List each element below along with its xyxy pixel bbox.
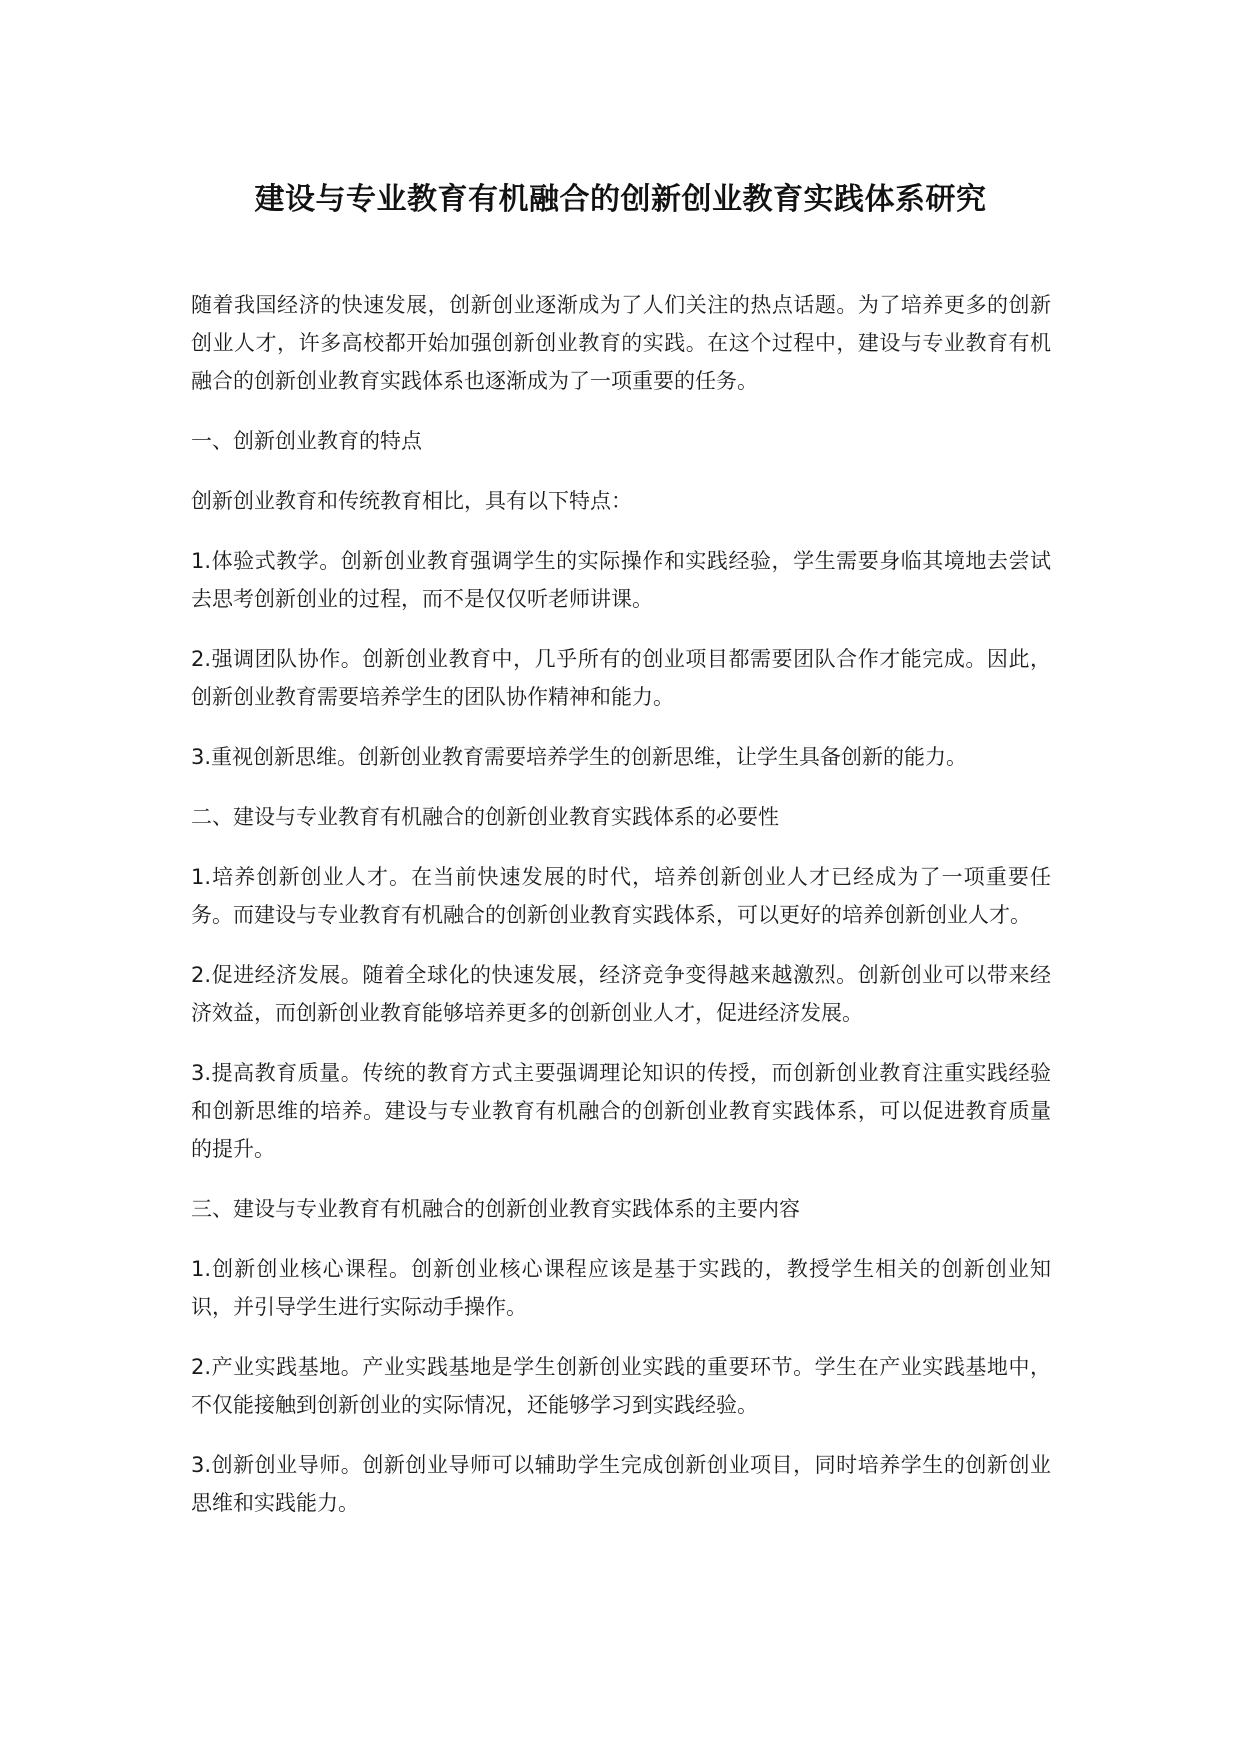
document-body (191, 286, 1051, 1544)
list-item: 2.产业实践基地。产业实践基地是学生创新创业实践的重要环节。学生在产业实践基地中，不仅能接触到创新创业的实际情况，还能够学习到实践经验。 (191, 1355, 1051, 1417)
list-item: 3.提高教育质量。传统的教育方式主要强调理论知识的传授，而创新创业教育注重实践经验和创新思维的培养。建设与专业教育有机融合的创新创业教育实践体系，可以促进教育质量的提升。 (191, 1061, 1051, 1161)
list-item: 3.重视创新思维。创新创业教育需要培养学生的创新思维，让学生具备创新的能力。 (191, 745, 968, 769)
section-heading-1: 一、创新创业教育的特点 (191, 429, 422, 453)
list-item: 1.创新创业核心课程。创新创业核心课程应该是基于实践的，教授学生相关的创新创业知识，并引导学生进行实际动手操作。 (191, 1257, 1051, 1319)
section-heading-3: 三、建设与专业教育有机融合的创新创业教育实践体系的主要内容 (191, 1197, 800, 1221)
list-item: 3.创新创业导师。创新创业导师可以辅助学生完成创新创业项目，同时培养学生的创新创业思维和实践能力。 (191, 1453, 1051, 1515)
paragraph-intro: 随着我国经济的快速发展，创新创业逐渐成为了人们关注的热点话题。为了培养更多的创新创业人才，许多高校都开始加强创新创业教育的实践。在这个过程中，建设与专业教育有机融合的创新创业教育实践体系也逐渐成为了一项重要的任务。 (191, 293, 1051, 393)
section-heading-2: 二、建设与专业教育有机融合的创新创业教育实践体系的必要性 (191, 805, 779, 829)
list-item: 2.强调团队协作。创新创业教育中，几乎所有的创业项目都需要团队合作才能完成。因此，创新创业教育需要培养学生的团队协作精神和能力。 (191, 647, 1051, 709)
paragraph: 创新创业教育和传统教育相比，具有以下特点： (191, 489, 632, 513)
document-title: 建设与专业教育有机融合的创新创业教育实践体系研究 (254, 182, 987, 217)
list-item: 2.促进经济发展。随着全球化的快速发展，经济竞争变得越来越激烈。创新创业可以带来经济效益，而创新创业教育能够培养更多的创新创业人才，促进经济发展。 (191, 963, 1051, 1025)
list-item: 1.体验式教学。创新创业教育强调学生的实际操作和实践经验，学生需要身临其境地去尝试去思考创新创业的过程，而不是仅仅听老师讲课。 (191, 549, 1051, 611)
list-item: 1.培养创新创业人才。在当前快速发展的时代，培养创新创业人才已经成为了一项重要任务。而建设与专业教育有机融合的创新创业教育实践体系，可以更好的培养创新创业人才。 (191, 865, 1051, 927)
